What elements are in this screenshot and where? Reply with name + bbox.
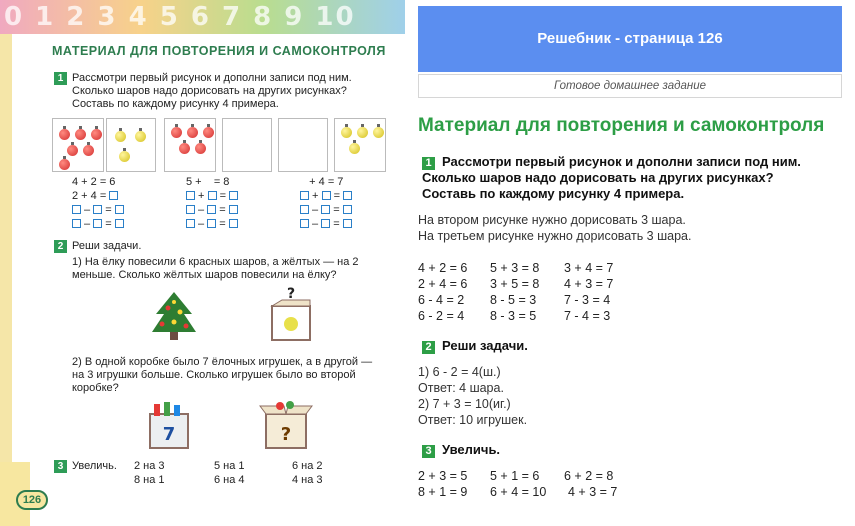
red-ball-icon [59, 159, 70, 170]
equation: 7 - 3 = 4 [564, 293, 611, 307]
book-task-3-item: 6 на 4 [214, 474, 245, 486]
book-task-3-number: 3 [54, 460, 67, 473]
equation: 6 - 2 = 4 [418, 309, 465, 323]
book-task-3-item: 8 на 1 [134, 474, 165, 486]
book-task-3-item: 5 на 1 [214, 460, 245, 472]
equation: 8 - 5 = 3 [490, 293, 537, 307]
book-task-2-problem-1-text: 1) На ёлку повесили 6 красных шаров, а жёлтых — на 2 меньше. Сколько жёлтых шаров повесили на ёлку? [72, 256, 359, 281]
equation: 8 - 3 = 5 [490, 309, 537, 323]
solution-banner-title: Решебник - страница 126 [537, 30, 723, 47]
red-ball-icon [203, 127, 214, 138]
book-task-2-problem-2 [56, 356, 386, 395]
answer-blank-icon [186, 191, 195, 200]
question-box-icon [268, 286, 314, 344]
solution-subtitle: Готовое домашнее задание [418, 74, 842, 98]
answer-blank-icon [229, 191, 238, 200]
equation: 4 + 3 = 7 [568, 485, 618, 499]
book-header-digits: 0 1 2 3 4 5 6 7 8 9 10 [4, 2, 356, 32]
solution-task-1-line2: Сколько шаров надо дорисовать на других рисунках? [422, 170, 774, 185]
red-ball-icon [67, 145, 78, 156]
equation: 4 + 2 = 6 [418, 261, 468, 275]
equation: 5 + 1 = 6 [490, 469, 540, 483]
book-task-2-number: 2 [54, 240, 67, 253]
equation: 6 + 4 = 10 [490, 485, 547, 499]
book-eq-col1-line2 [72, 190, 118, 203]
solution-task-2-line: Ответ: 4 шара. [418, 381, 504, 395]
red-ball-icon [195, 143, 206, 154]
book-task-3-item: 2 на 3 [134, 460, 165, 472]
solution-task-1-header [422, 154, 801, 170]
solution-heading: Материал для повторения и самоконтроля [418, 115, 825, 136]
book-eq-col1-line4: – = [72, 218, 124, 231]
book-eq-col2-line3: – = [186, 204, 238, 217]
answer-blank-icon [93, 219, 102, 228]
equation: 6 + 2 = 8 [564, 469, 614, 483]
equation: 3 + 5 = 8 [490, 277, 540, 291]
answer-blank-icon [321, 205, 330, 214]
solution-task-2-title: Реши задачи. [442, 338, 528, 353]
toy-box-7-icon [146, 400, 192, 450]
equation: 5 + 3 = 8 [490, 261, 540, 275]
red-ball-icon [171, 127, 182, 138]
answer-blank-icon [207, 219, 216, 228]
equation: 7 - 4 = 3 [564, 309, 611, 323]
solution-task-2-line: 2) 7 + 3 = 10(иг.) [418, 397, 511, 411]
answer-blank-icon [109, 191, 118, 200]
yellow-ball-icon [119, 151, 130, 162]
solution-task-2-line: 1) 6 - 2 = 4(ш.) [418, 365, 501, 379]
red-ball-icon [91, 129, 102, 140]
book-task-3-title: Увеличь. [72, 460, 117, 472]
solution-task-2-line: Ответ: 10 игрушек. [418, 413, 528, 427]
solution-panel [405, 0, 855, 526]
answer-blank-icon [186, 219, 195, 228]
book-picture-2a [164, 118, 216, 172]
answer-blank-icon [300, 219, 309, 228]
book-eq-col2-line1: 5 + = 8 [186, 176, 230, 188]
book-picture-1b [106, 118, 156, 172]
answer-blank-icon [300, 205, 309, 214]
book-task-3-item: 4 на 3 [292, 474, 323, 486]
red-ball-icon [179, 143, 190, 154]
red-ball-icon [187, 127, 198, 138]
yellow-ball-icon [135, 131, 146, 142]
equation: 2 + 4 = 6 [418, 277, 468, 291]
book-task-2-title: Реши задачи. [72, 240, 142, 252]
book-eq-col3-line1: + 4 = 7 [300, 176, 344, 188]
toy-box-question-icon [258, 400, 314, 450]
solution-task-2-number: 2 [422, 341, 435, 354]
answer-blank-icon [300, 191, 309, 200]
book-eq-col3-line2: + = [300, 190, 352, 203]
book-page-edge [0, 34, 12, 526]
book-header-strip [0, 0, 405, 34]
book-eq-col1-line1: 4 + 2 = 6 [72, 176, 116, 188]
solution-task-3-number: 3 [422, 445, 435, 458]
answer-blank-icon [229, 205, 238, 214]
textbook-page-image [0, 0, 405, 526]
equation: 6 - 4 = 2 [418, 293, 465, 307]
book-task-1-text: Рассмотри первый рисунок и дополни записи под ним. Сколько шаров надо дорисовать на других рисунках? Составь по каждому рисунку 4 примера. [72, 72, 352, 110]
equation: 8 + 1 = 9 [418, 485, 468, 499]
book-picture-3a-empty [278, 118, 328, 172]
solution-task-1-answer-2: На третьем рисунке нужно дорисовать 3 шара. [418, 229, 692, 243]
book-task-2-problem-1 [56, 256, 386, 282]
book-picture-2b-empty [222, 118, 272, 172]
book-task-3-item: 6 на 2 [292, 460, 323, 472]
red-ball-icon [75, 129, 86, 140]
solution-task-3-header [422, 442, 500, 458]
book-eq-col3-line4: – = [300, 218, 352, 231]
solution-task-2-header [422, 338, 528, 354]
answer-blank-icon [115, 219, 124, 228]
solution-task-3-title: Увеличь. [442, 442, 501, 457]
solution-banner [418, 6, 842, 72]
red-ball-icon [59, 129, 70, 140]
answer-blank-icon [207, 205, 216, 214]
answer-blank-icon [208, 191, 217, 200]
answer-blank-icon [343, 205, 352, 214]
book-task-2-problem-2-text: 2) В одной коробке было 7 ёлочных игрушек, а в другой — на 3 игрушки больше. Сколько игрушек было во второй коробке? [72, 356, 373, 394]
answer-blank-icon [186, 205, 195, 214]
book-eq-col3-line3: – = [300, 204, 352, 217]
answer-blank-icon [322, 191, 331, 200]
solution-task-1-answer-1: На втором рисунке нужно дорисовать 3 шара. [418, 213, 686, 227]
equation: 4 + 3 = 7 [564, 277, 614, 291]
book-eq-col2-line2: + = [186, 190, 238, 203]
book-task-1 [56, 72, 386, 111]
answer-blank-icon [343, 191, 352, 200]
book-eq-col1-line2-text: 2 + 4 = [72, 190, 107, 202]
red-ball-icon [83, 145, 94, 156]
book-task-1-number: 1 [54, 72, 67, 85]
book-eq-col2-line4: – = [186, 218, 238, 231]
book-eq-col1-line3: – = [72, 204, 124, 217]
book-task-2 [56, 240, 386, 253]
answer-blank-icon [72, 219, 81, 228]
question-box-label: ? [286, 286, 296, 302]
yellow-ball-icon [349, 143, 360, 154]
solution-task-1-line1: Рассмотри первый рисунок и дополни записи под ним. [442, 154, 801, 169]
yellow-ball-icon [341, 127, 352, 138]
equation: 3 + 4 = 7 [564, 261, 614, 275]
answer-blank-icon [115, 205, 124, 214]
yellow-ball-icon [373, 127, 384, 138]
answer-blank-icon [321, 219, 330, 228]
answer-blank-icon [93, 205, 102, 214]
book-picture-1a [52, 118, 104, 172]
answer-blank-icon [343, 219, 352, 228]
yellow-ball-icon [357, 127, 368, 138]
toy-box-7-label: 7 [162, 424, 176, 445]
book-picture-3b [334, 118, 386, 172]
book-title: МАТЕРИАЛ ДЛЯ ПОВТОРЕНИЯ И САМОКОНТРОЛЯ [52, 44, 386, 58]
book-page-number: 126 [16, 490, 48, 510]
christmas-tree-icon [148, 290, 200, 342]
yellow-ball-icon [115, 131, 126, 142]
equation: 2 + 3 = 5 [418, 469, 468, 483]
toy-box-question-label: ? [280, 424, 292, 445]
answer-blank-icon [229, 219, 238, 228]
solution-task-1-line3: Составь по каждому рисунку 4 примера. [422, 186, 685, 201]
answer-blank-icon [72, 205, 81, 214]
solution-task-1-number: 1 [422, 157, 435, 170]
